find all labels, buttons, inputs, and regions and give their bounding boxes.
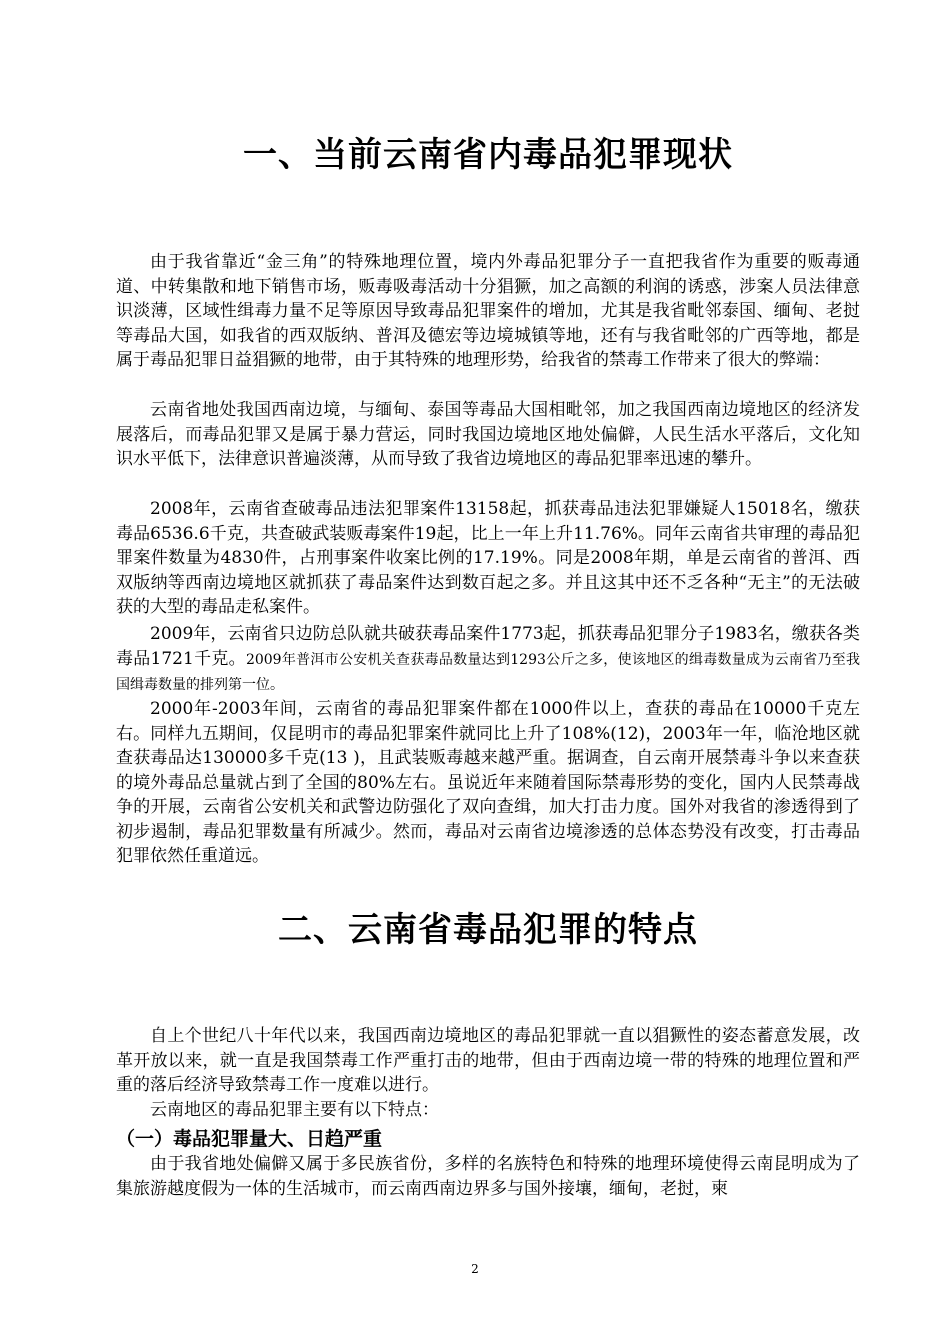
paragraph-4-small-text: 2009年普洱市公安机关查获毒品数量达到1293公斤之多，使该地区的缉毒数量成为云南省乃至我国缉毒数量的排列第一位。 xyxy=(116,651,860,693)
subheading-1: （一）毒品犯罪量大、日趋严重 xyxy=(116,1128,383,1150)
section-2-title: 二、云南省毒品犯罪的特点 xyxy=(278,910,698,950)
section-1-title: 一、当前云南省内毒品犯罪现状 xyxy=(243,135,733,175)
section-1-paragraph-4 xyxy=(116,622,860,698)
section-1-paragraph-2: 云南省地处我国西南边境，与缅甸、泰国等毒品大国相毗邻，加之我国西南边境地区的经济发展落后，而毒品犯罪又是属于暴力营运，同时我国边境地区地处偏僻，人民生活水平落后，文化知识水平低下，法律意识普遍淡薄，从而导致了我省边境地区的毒品犯罪率迅速的攀升。 xyxy=(116,400,860,469)
paragraph-5-continued-text: 虽说近年来随着国际禁毒形势的变化，国内人民禁毒战争的开展，云南省公安机关和武警边防强化了双向查缉，加大打击力度。国外对我省的渗透得到了初步遏制，毒品犯罪数量有所减少。然而，毒品对云南省边境渗透的总体态势没有改变，打击毒品犯罪依然任重道远。 xyxy=(116,772,860,866)
section-2-paragraph-3: 由于我省地处偏僻又属于多民族省份，多样的名族特色和特殊的地理环境使得云南昆明成为了集旅游越度假为一体的生活城市，而云南西南边界多与国外接壤，缅甸，老挝，柬 xyxy=(116,1154,860,1199)
paragraph-4-main-text: 2009年，云南省只边防总队就共破获毒品案件1773起，抓获毒品犯罪分子1983名，缴获各类毒品1721千克。 xyxy=(116,624,860,669)
page-number: 2 xyxy=(471,1262,479,1276)
section-1-paragraph-1: 由于我省靠近“金三角”的特殊地理位置，境内外毒品犯罪分子一直把我省作为重要的贩毒通道、中转集散和地下销售市场，贩毒吸毒活动十分猖獗，加之高额的利润的诱惑，涉案人员法律意识淡薄，区域性缉毒力量不足等原因导致毒品犯罪案件的增加，尤其是我省毗邻泰国、缅甸、老挝等毒品大国，如我省的西双版纳、普洱及德宏等边境城镇等地，还有与我省毗邻的广西等地，都是属于毒品犯罪日益猖獗的地带，由于其特殊的地理形势，给我省的禁毒工作带来了很大的弊端： xyxy=(116,252,860,370)
section-1-paragraph-5 xyxy=(116,697,860,869)
section-1-paragraph-3: 2008年，云南省查破毒品违法犯罪案件13158起，抓获毒品违法犯罪嫌疑人15018名，缴获毒品6536.6千克，共查破武装贩毒案件19起，比上一年上升11.76%。同年云南省共审理的毒品犯罪案件数量为4830件，占刑事案件收案比例的17.19%。同是2008年期，单是云南省的普洱、西双版纳等西南边境地区就抓获了毒品案件达到数百起之多。并且这其中还不乏各种“无主”的无法破获的大型的毒品走私案件。 xyxy=(116,499,860,617)
section-2-paragraph-1: 自上个世纪八十年代以来，我国西南边境地区的毒品犯罪就一直以猖獗性的姿态蓄意发展，改革开放以来，就一直是我国禁毒工作严重打击的地带，但由于西南边境一带的特殊的地理位置和严重的落后经济导致禁毒工作一度难以进行。 xyxy=(116,1026,860,1095)
paragraph-5-main-text: 2000年-2003年间，云南省的毒品犯罪案件都在1000件以上，查获的毒品在10000千克左右。同样九五期间，仅昆明市的毒品犯罪案件就同比上升了108%(12)，2003年一年，临沧地区就查获毒品达130000多千克(13 )，且武装贩毒越来越严重。据调查，自云南开展禁毒斗争以来查获的境外毒品总量就占到了全国的80%左右。 xyxy=(116,699,860,793)
section-2-paragraph-2: 云南地区的毒品犯罪主要有以下特点： xyxy=(150,1100,439,1120)
